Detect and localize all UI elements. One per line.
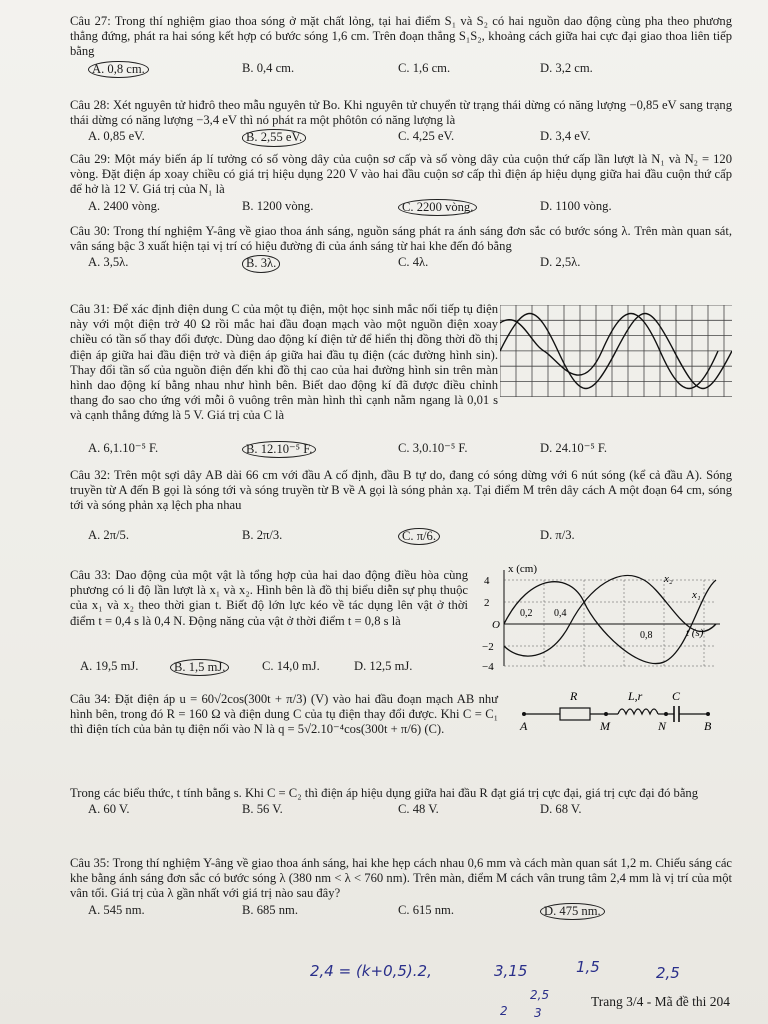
handwritten-note-3: 1,5 <box>576 958 600 976</box>
tick-t-0-4: 0,4 <box>554 608 567 619</box>
question-33 <box>70 568 468 629</box>
question-31-options <box>70 440 732 458</box>
option-32-a[interactable]: A. 2π/5. <box>88 527 129 542</box>
option-29-d[interactable]: D. 1100 vòng. <box>540 198 612 213</box>
handwritten-note-5: 2,5 <box>530 988 550 1002</box>
option-35-a[interactable]: A. 545 nm. <box>88 902 145 917</box>
option-29-b[interactable]: B. 1200 vòng. <box>242 198 314 213</box>
option-33-b[interactable]: B. 1,5 mJ. <box>170 659 229 676</box>
option-32-b[interactable]: B. 2π/3. <box>242 527 283 542</box>
ytick-4: 4 <box>484 575 490 587</box>
option-31-b[interactable]: B. 12.10⁻⁵ F. <box>242 441 316 458</box>
question-28-stem: Câu 28: Xét nguyên tử hiđrô theo mẫu nguyên tử Bo. Khi nguyên tử chuyển từ trạng thái dừng có năng lượng −0,85 eV sang trạng thái dừng có năng lượng −3,4 eV thì nó phát ra một phôtôn có năng lượng là <box>70 98 732 128</box>
question-29-stem: Câu 29: Một máy biến áp lí tưởng có số vòng dây của cuộn sơ cấp và số vòng dây của cuộn thứ cấp lần lượt là N₁ và N₂ = 120 vòng. Đặt điện áp xoay chiều có giá trị hiệu dụng 220 V vào hai đầu cuộn sơ cấp thì điện áp hiệu dụng giữa hai đầu cuộn thứ cấp để hở là 12 V. Giá trị của N₁ là <box>70 152 732 197</box>
option-31-a[interactable]: A. 6,1.10⁻⁵ F. <box>88 441 159 455</box>
option-27-c[interactable]: C. 1,6 cm. <box>398 60 451 75</box>
question-34-options <box>70 802 732 819</box>
ytick-minus-2: −2 <box>482 641 494 653</box>
tick-t-0-2: 0,2 <box>520 608 533 619</box>
question-33-stem: Câu 33: Dao động của một vật là tổng hợp của hai dao động điều hòa cùng phương có li độ lần lượt là x₁ và x₂. Hình bên là đồ thị biểu diễn sự phụ thuộc của x₁ và x₂ theo thời gian t. Biết độ lớn lực kéo về tác dụng lên vật ở thời điểm t = 0,4 s là 0,4 N. Động năng của vật ở thời điểm t = 0,8 s là <box>70 568 468 628</box>
question-34-stem-1: Câu 34: Đặt điện áp u = 60√2cos(300t + π/3) (V) vào hai đầu đoạn mạch AB như hình bên, trong đó R = 160 Ω và điện dung C của tụ điện thay đổi được. Khi C = C₁ thì điện tích của bản tụ điện nối vào N là q = 5√2.10⁻⁴cos(300t + π/6) (C). <box>70 692 498 737</box>
oscillation-graph <box>480 562 736 674</box>
option-30-a[interactable]: A. 3,5λ. <box>88 255 129 270</box>
question-35-stem: Câu 35: Trong thí nghiệm Y-âng về giao thoa ánh sáng, hai khe hẹp cách nhau 0,6 mm và cách màn quan sát 1,2 m. Chiếu sáng các khe bằng ánh sáng đơn sắc có bước sóng λ (380 nm < λ < 760 nm). Trên màn, điểm M cách vân trung tâm 2,4 mm là vị trí của một vân tối. Giá trị của λ gần nhất với giá trị nào sau đây? <box>70 856 732 901</box>
legend-x2: x₂ <box>664 573 673 585</box>
question-35-options <box>70 903 732 920</box>
option-28-c[interactable]: C. 4,25 eV. <box>398 129 455 144</box>
page-footer: Trang 3/4 - Mã đề thi 204 <box>591 994 730 1009</box>
handwritten-note-6: 2 <box>500 1004 508 1018</box>
resistor-symbol <box>560 708 590 720</box>
graph-xlabel: t (s) <box>686 627 704 639</box>
option-28-b[interactable]: B. 2,55 eV. <box>242 129 306 146</box>
option-27-d[interactable]: D. 3,2 cm. <box>540 60 593 75</box>
origin-label: O <box>492 619 500 631</box>
option-33-a[interactable]: A. 19,5 mJ. <box>80 659 139 673</box>
question-27-stem: Câu 27: Trong thí nghiệm giao thoa sóng ở mặt chất lỏng, tại hai điểm S₁ và S₂ có hai nguồn dao động cùng pha theo phương thẳng đứng, phát ra hai sóng kết hợp có bước sóng 1,6 cm. Trên đoạn thẳng S₁S₂, khoảng cách giữa hai cực đại giao thoa liên tiếp bằng <box>70 14 732 59</box>
option-32-d[interactable]: D. π/3. <box>540 527 575 542</box>
label-L: L,r <box>628 689 643 703</box>
question-33-options <box>70 658 468 676</box>
question-28-options <box>70 129 732 146</box>
handwritten-note-1: 2,4 = (k+0,5).2, <box>310 962 432 980</box>
question-34-part2 <box>70 786 732 819</box>
option-34-b[interactable]: B. 56 V. <box>242 802 283 817</box>
option-31-d[interactable]: D. 24.10⁻⁵ F. <box>540 441 608 455</box>
option-31-c[interactable]: C. 3,0.10⁻⁵ F. <box>398 441 468 455</box>
option-27-a[interactable]: A. 0,8 cm. <box>88 61 149 78</box>
option-35-d[interactable]: D. 475 nm. <box>540 903 605 920</box>
option-35-b[interactable]: B. 685 nm. <box>242 902 298 917</box>
question-28 <box>70 98 732 146</box>
ytick-minus-4: −4 <box>482 661 494 673</box>
node-M: M <box>600 719 610 733</box>
graph-ylabel: x (cm) <box>508 563 538 575</box>
question-30-stem: Câu 30: Trong thí nghiệm Y-âng về giao thoa ánh sáng, nguồn sáng phát ra ánh sáng đơn sắc có bước sóng λ. Trên màn quan sát, vân sáng bậc 3 xuất hiện tại vị trí có hiệu đường đi của ánh sáng từ hai khe đến đó bằng <box>70 224 732 254</box>
option-33-c[interactable]: C. 14,0 mJ. <box>262 659 320 673</box>
question-32-options <box>70 522 732 552</box>
legend-x1: x₁ <box>692 589 701 601</box>
option-29-c[interactable]: C. 2200 vòng. <box>398 199 477 216</box>
question-32-stem: Câu 32: Trên một sợi dây AB dài 66 cm với đầu A cố định, đầu B tự do, đang có sóng dừng với 6 nút sóng (kể cả đầu A). Sóng truyền từ A đến B gọi là sóng tới và sóng truyền từ B về A gọi là sóng phản xạ. Tại điểm M trên dây cách A một đoạn 64 cm, sóng tới và sóng phản xạ lệch pha nhau <box>70 468 732 513</box>
question-29 <box>70 152 732 216</box>
option-28-a[interactable]: A. 0,85 eV. <box>88 129 145 144</box>
option-30-c[interactable]: C. 4λ. <box>398 255 429 270</box>
question-34-part1 <box>70 692 498 738</box>
question-30 <box>70 224 732 272</box>
question-31 <box>70 302 498 424</box>
circuit-diagram <box>516 684 716 740</box>
option-28-d[interactable]: D. 3,4 eV. <box>540 129 591 144</box>
inductor-symbol <box>618 709 658 714</box>
question-35 <box>70 856 732 920</box>
option-32-c[interactable]: C. π/6. <box>398 528 440 545</box>
label-C: C <box>672 689 681 703</box>
option-27-b[interactable]: B. 0,4 cm. <box>242 60 295 75</box>
option-30-d[interactable]: D. 2,5λ. <box>540 255 581 270</box>
node-A: A <box>520 719 528 733</box>
question-32 <box>70 468 732 552</box>
oscilloscope-figure <box>500 305 732 397</box>
tick-t-0-8: 0,8 <box>640 630 653 641</box>
option-30-b[interactable]: B. 3λ. <box>242 255 280 272</box>
handwritten-note-7: 3 <box>534 1006 542 1020</box>
question-27-options <box>70 61 732 78</box>
question-31-stem: Câu 31: Để xác định điện dung C của một tụ điện, một học sinh mắc nối tiếp tụ điện này với một điện trở 40 Ω rồi mắc hai đầu đoạn mạch vào một nguồn điện xoay chiều có tần số thay đổi được. Dùng dao động kí điện tử để hiển thị đồng thời đồ thị điện áp giữa hai đầu điện trở và điện áp giữa hai đầu tụ điện (các đường hình sin). Thay đổi tần số của nguồn điện đến khi đồ thị cao của hai đường hình sin trên màn hình dao động kí bằng nhau như hình bên. Biết dao động kí đã được điều chỉnh thang đo sao cho ứng với mỗi ô vuông trên màn hình thì cạnh nằm ngang là 0,01 s và cạnh thẳng đứng là 5 V. Giá trị của C là <box>70 302 498 423</box>
handwritten-note-2: 3,15 <box>494 962 528 980</box>
option-33-d[interactable]: D. 12,5 mJ. <box>354 659 413 673</box>
question-30-options <box>70 255 732 272</box>
ytick-2: 2 <box>484 597 490 609</box>
node-N: N <box>658 719 667 733</box>
option-29-a[interactable]: A. 2400 vòng. <box>88 198 161 213</box>
node-B: B <box>704 719 712 733</box>
option-34-c[interactable]: C. 48 V. <box>398 802 439 817</box>
question-27 <box>70 14 732 78</box>
option-35-c[interactable]: C. 615 nm. <box>398 902 454 917</box>
handwritten-note-4: 2,5 <box>656 964 680 982</box>
option-34-a[interactable]: A. 60 V. <box>88 802 130 817</box>
option-34-d[interactable]: D. 68 V. <box>540 802 582 817</box>
question-29-options <box>70 199 732 216</box>
question-34-stem-2: Trong các biểu thức, t tính bằng s. Khi C = C₂ thì điện áp hiệu dụng giữa hai đầu R đạt giá trị cực đại, giá trị cực đại đó bằng <box>70 786 699 800</box>
label-R: R <box>570 689 578 703</box>
